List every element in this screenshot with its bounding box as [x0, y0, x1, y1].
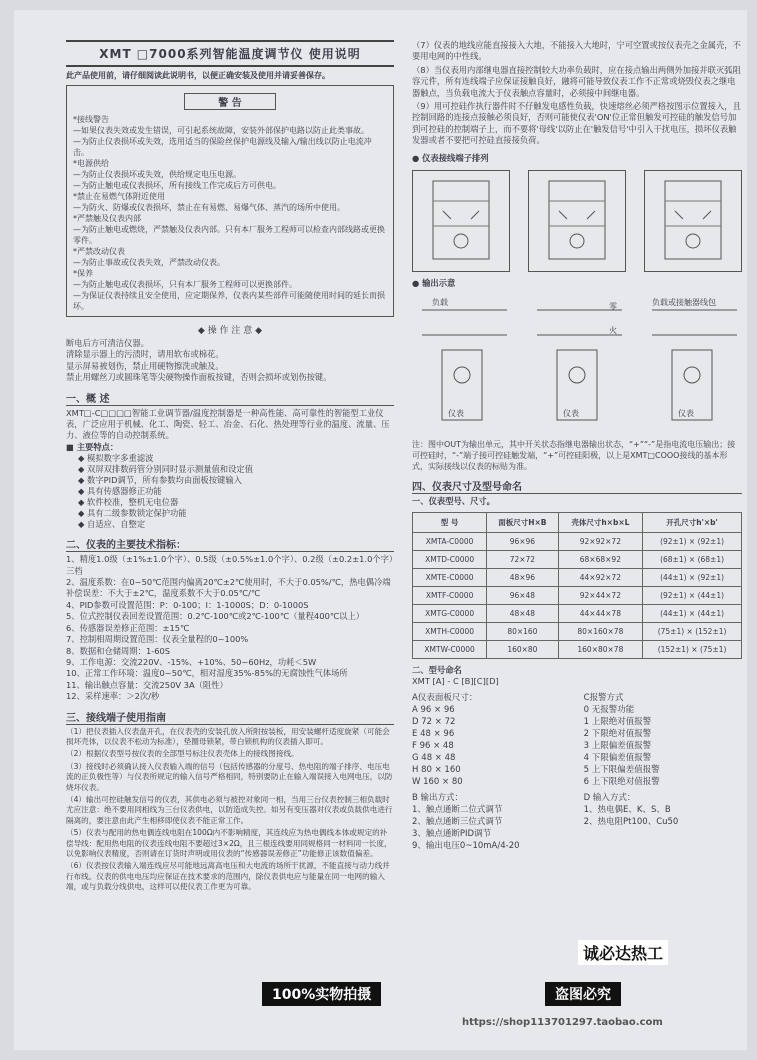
- feature-item: ◆ 模拟数字多重滤波: [78, 453, 394, 464]
- spec-item: 11、输出触点容量：交流250V 3A（阻性）: [66, 679, 228, 690]
- output-load-label-3: 负载或接触器线包: [652, 298, 716, 308]
- panel-size-title: A仪表面板尺寸：: [412, 692, 478, 703]
- table-cell: 44×92×72: [558, 568, 643, 586]
- terminal-diagrams: [412, 170, 742, 272]
- warning-item: *电源供给: [73, 159, 109, 168]
- input-mode-item: 2、热电阻Pt100、Cu50: [583, 816, 679, 827]
- right-column: [412, 40, 742, 852]
- feature-item: ◆ 软件校准，整机无电位器: [78, 497, 394, 508]
- spec-item: 10、正常工作环境：温度0~50℃，相对湿度35%-85%的无腐蚀性气体场所: [66, 668, 348, 679]
- terminal-diagram-2: [528, 170, 626, 272]
- dims-title: 一、仪表型号、尺寸。: [412, 496, 495, 507]
- panel-size-item: D 72 × 72: [412, 716, 456, 727]
- model-table-header: [413, 512, 742, 532]
- input-mode-list: [584, 792, 742, 852]
- panel-size-item: W 160 × 80: [412, 776, 463, 787]
- specs-list: [66, 554, 394, 702]
- terminal-diagram-3: [644, 170, 742, 272]
- manual-sheet: [14, 10, 747, 1050]
- caution-item: 显示屏易被划伤，禁止用硬物擦洗或触及。: [66, 360, 224, 371]
- table-cell: 72×72: [487, 550, 558, 568]
- table-cell: XMTW-C0000: [413, 640, 487, 658]
- panel-size-items: [412, 704, 570, 788]
- alarm-items: [584, 704, 742, 788]
- wiring-item: （2）根据仪表型号按仪表的全部型号标注仪表壳体上的接线图接线。: [66, 749, 299, 759]
- table-cell: 48×48: [487, 604, 558, 622]
- spec-item: 9、工作电源：交流220V、-15%、+10%、50~60Hz，功耗＜5W: [66, 656, 317, 667]
- caution-list: [66, 338, 394, 384]
- spec-item: 2、温度系数：在0~50℃范围内偏离20℃±2℃使用时，不大于0.05%/℃，热电偶冷端补偿误差：不大于±2℃，温度系数不大于0.05℃/℃: [66, 577, 391, 599]
- output-diagram-relay: [527, 295, 627, 435]
- features-title: ■ 主要特点：: [66, 441, 119, 452]
- feature-item: ◆ 自适应、自整定: [78, 519, 394, 530]
- caution-item: 断电后方可清洁仪器。: [66, 338, 149, 348]
- naming-code: XMT [A] - C [B][C][D]: [412, 676, 499, 687]
- intro-note: 此产品使用前，请仔细阅读此说明书，以便正确安装及使用并请妥善保存。: [66, 71, 330, 80]
- wiring-item: （9）用可控硅作执行器件时不仔触发电感性负载，快速熔丝必须严格按图示位置接入，且控制回路的连接点接触必须良好，否则可能使仪表'ON'位正常但触发可控硅的触发信号加到可控硅的控制端子上，而不要将'母线'以防止在'触发信号'中引入干扰电压，损坏仪表触发器或者不要把可控硅直接接负荷。: [412, 101, 741, 146]
- table-cell: XMTG-C0000: [413, 604, 487, 622]
- table-header-cell: 型 号: [413, 512, 487, 532]
- output-mode-items: [412, 804, 570, 852]
- output-mode-item: 1、触点通断二位式调节: [412, 804, 503, 815]
- feature-item: ◆ 具有二级参数锁定保护功能: [78, 508, 394, 519]
- overview-text: XMT□-C□□□□智能工业调节器/温度控制器是一种高性能、高可靠性的智能型工业仪表，广泛应用于机械、化工、陶瓷、轻工、冶金、石化、热处理等行业的温度、流量、压力、液位等的自动控制系统。: [66, 407, 390, 441]
- caution-item: 清除显示器上的污渍时，请用软布或棉花。: [66, 349, 224, 360]
- warning-item: —为防止触电或仪表损坏，只有本厂服务工程师可以更换部件。: [73, 280, 297, 289]
- output-note: 注：图中OUT为输出单元，其中开关状态指继电器输出状态，“+”“-”是指电流电压输出；接可控硅时，“-”端子接可控硅触发端，“+”可控硅阳极，以上是XMT□COOO接线的基本形式，实际接线以仪表的标贴为准。: [412, 440, 736, 472]
- table-cell: XMTF-C0000: [413, 586, 487, 604]
- alarm-item: 4 下限偏差值报警: [583, 752, 652, 763]
- terminal-title: ● 仪表接线端子排列: [412, 152, 489, 163]
- warning-item: —为防止触电或仪表损坏，所有接线工作完成后方可供电。: [73, 181, 281, 190]
- table-cell: 92×92×72: [558, 532, 643, 550]
- table-cell: 80×160×78: [558, 622, 643, 640]
- warning-box: [66, 85, 394, 317]
- section-overview-title: 一、概 述: [66, 390, 394, 406]
- warning-item: —为防止仪表损坏或失效，供给规定电压电源。: [73, 170, 241, 179]
- table-cell: (92±1) × (92±1): [643, 532, 742, 550]
- panel-size-item: H 80 × 160: [412, 764, 461, 775]
- output-meter-label-1: 仪表: [448, 409, 464, 419]
- alarm-item: 6 上下限绝对值报警: [583, 776, 660, 787]
- warning-item: *严禁改动仪表: [73, 247, 125, 256]
- spec-item: 8、数据和仓储周期：1-60S: [66, 645, 171, 656]
- table-cell: 44×44×78: [558, 604, 643, 622]
- panel-size-item: E 48 × 96: [412, 728, 455, 739]
- alarm-title: C报警方式: [583, 692, 624, 703]
- code-grid-bottom: [412, 792, 742, 852]
- warning-item: —如果仪表失效或发生错误，可引起系统故障，安装外部保护电路以防止此类事故。: [73, 126, 369, 135]
- table-cell: 96×48: [487, 586, 558, 604]
- output-meter-label-2: 仪表: [563, 409, 579, 419]
- warning-item: *接线警告: [73, 115, 109, 124]
- panel-size-item: F 96 × 48: [412, 740, 454, 751]
- table-cell: (44±1) × (44±1): [643, 604, 742, 622]
- output-mode-item: 2、触点通断三位式调节: [412, 816, 503, 827]
- table-row: [413, 550, 742, 568]
- table-row: [413, 604, 742, 622]
- wiring-item: （8）当仪表用内部继电器直接控制较大功率负载时，应在接点输出两侧外加接并联灭弧阻容元件，所有连线端子应保证接触良好，融将可能导致仪表工作不正常或烧毁仪表之继电器触点，当负载电流大于仪表触点容量时，必须接中间继电器。: [412, 64, 741, 98]
- panel-size-item: G 48 × 48: [412, 752, 456, 763]
- input-mode-item: 1、热电偶E、K、S、B: [583, 804, 671, 815]
- alarm-item: 2 下限绝对值报警: [583, 728, 652, 739]
- spec-item: 7、控制相周期设置范围：仪表全量程的0~100%: [66, 634, 249, 645]
- warning-item: —为保证仪表持续且安全使用，应定期保养，仪表内某些部件可能随使用时间的延长而损坏。: [73, 291, 385, 311]
- table-cell: 160×80: [487, 640, 558, 658]
- document-title: XMT □7000系列智能温度调节仪 使用说明: [66, 40, 394, 67]
- table-header-cell: 壳体尺寸h×b×L: [558, 512, 643, 532]
- warning-item: *保养: [73, 269, 93, 278]
- table-cell: XMTE-C0000: [413, 568, 487, 586]
- output-meter-label-3: 仪表: [678, 409, 694, 419]
- brand-stamp: 诚必达热工: [578, 940, 668, 965]
- warning-title: 警 告: [184, 93, 276, 110]
- warning-list: [73, 114, 387, 312]
- output-mode-list: [412, 792, 570, 852]
- alarm-list: [584, 692, 742, 788]
- section-dimensions-title: 四、仪表尺寸及型号命名: [412, 478, 742, 494]
- caution-title: ◆ 操 作 注 意 ◆: [197, 326, 263, 336]
- table-header-cell: 面板尺寸H×B: [487, 512, 558, 532]
- spec-item: 6、传感器误差修正范围：±15℃: [66, 622, 190, 633]
- naming-title: 二、型号命名: [412, 664, 462, 675]
- model-table: [412, 512, 742, 659]
- real-photo-stamp: 100%实物拍摄: [262, 982, 381, 1006]
- output-mode-item: 9、输出电压0~10mA/4-20: [412, 840, 520, 851]
- feature-item: ◆ 数字PID调节，所有参数均由面板按键输入: [78, 475, 394, 486]
- shop-url: https://shop113701297.taobao.com: [462, 1017, 663, 1028]
- output-diagram-ssr: [412, 295, 512, 435]
- wiring-item: （7）仪表的地线应能直接接入大地，不能接入大地时，宁可空置或按仪表壳之金属壳，不要用电网的中性线。: [412, 40, 741, 62]
- table-row: [413, 568, 742, 586]
- alarm-item: 0 无报警功能: [583, 704, 635, 715]
- alarm-item: 1 上限绝对值报警: [583, 716, 652, 727]
- output-load-label-1: 负载: [432, 298, 448, 308]
- table-cell: XMTH-C0000: [413, 622, 487, 640]
- model-table-body: [413, 532, 742, 658]
- panel-size-list: [412, 692, 570, 788]
- table-cell: XMTD-C0000: [413, 550, 487, 568]
- left-column: [66, 40, 394, 895]
- table-cell: XMTA-C0000: [413, 532, 487, 550]
- output-l-label: 火: [609, 326, 617, 336]
- table-cell: 80×160: [487, 622, 558, 640]
- table-cell: 96×96: [487, 532, 558, 550]
- spec-item: 12、采样速率：＞2次/秒: [66, 691, 160, 702]
- wiring-list: [66, 727, 394, 893]
- input-mode-title: D 输入方式：: [583, 792, 636, 803]
- table-row: [413, 622, 742, 640]
- table-cell: (152±1) × (75±1): [643, 640, 742, 658]
- terminal-diagram-1: [412, 170, 510, 272]
- wiring-continued: [412, 40, 742, 147]
- input-mode-items: [584, 804, 742, 828]
- wiring-item: （4）输出可控硅触发信号的仪表，其供电必须与被控对象同一相，当用三台仪表控制三相负载时尤应注意：绝不要用同相线为三台仪表供电，以防造成失控。如另有变压器对仪表或负载供电进行隔离的，要注意由此产生相移即使仪表不能正常工作。: [66, 794, 393, 825]
- code-grid-top: [412, 692, 742, 788]
- output-n-label: 零: [609, 302, 617, 312]
- table-cell: (92±1) × (44±1): [643, 586, 742, 604]
- warning-item: —为防止触电或燃烧，严禁触及仪表内部。只有本厂服务工程师可以检查内部线路或更换零件。: [73, 225, 385, 245]
- caution-item: 禁止用螺丝刀或圆珠笔等尖硬物操作面板按键，否则会损坏或划伤按键。: [66, 372, 332, 383]
- copyright-stamp: 盗图必究: [545, 982, 621, 1006]
- features-list: [78, 453, 394, 530]
- table-row: [413, 532, 742, 550]
- warning-item: —为防止仪表损坏或失效，选用适当的保险丝保护电源线及输入/输出线以防止电流冲击。: [73, 137, 372, 157]
- spec-item: 1、精度1.0级（±1%±1.0个字）、0.5级（±0.5%±1.0个字）、0.2级（±0.2±1.0个字）三档: [66, 554, 394, 576]
- feature-item: ◆ 具有传感器修正功能: [78, 486, 394, 497]
- warning-item: —为防火、防爆或仪表损坏，禁止在有易燃、易爆气体、蒸汽的场所中使用。: [73, 203, 345, 212]
- spec-item: 4、PID参数可设置范围：P：0-100；I：1-1000S；D：0-1000S: [66, 599, 309, 610]
- output-title: ● 输出示意: [412, 278, 456, 289]
- feature-item: ◆ 双屏双排数码管分别同时显示测量值和设定值: [78, 464, 394, 475]
- table-header-cell: 开孔尺寸h'×b': [643, 512, 742, 532]
- warning-item: *禁止在易燃气体附近使用: [73, 192, 165, 201]
- wiring-item: （3）接线时必须确认接入仪表输入端的信号（包括传感器的分度号、热电阻的端子排序、电压电流的正负极性等）与仪表所规定的输入信号严格相同，特别要防止在输入端误接入电网电压，以防烧坏仪表。: [66, 761, 393, 792]
- wiring-item: （1）把仪表插入仪表盘开孔，在仪表壳的安装孔放入所附按装板，用安装螺杆适度旋紧（可能会损坏壳体，以仪表不松动为标准），垫圈母锁紧，带白锁机构的仪表插入即可。: [66, 726, 390, 746]
- table-cell: 160×80×78: [558, 640, 643, 658]
- output-diagram-contactor: [642, 295, 742, 435]
- warning-item: —为防止事故或仪表失效，严禁改动仪表。: [73, 258, 225, 267]
- output-diagrams: [412, 295, 742, 435]
- warning-item: *严禁触及仪表内部: [73, 214, 141, 223]
- output-mode-item: 3、触点通断PID调节: [412, 828, 492, 839]
- table-row: [413, 640, 742, 658]
- table-cell: (68±1) × (68±1): [643, 550, 742, 568]
- panel-size-item: A 96 × 96: [412, 704, 455, 715]
- table-cell: (75±1) × (152±1): [643, 622, 742, 640]
- section-specs-title: 二、仪表的主要技术指标：: [66, 536, 394, 552]
- table-cell: 92×44×72: [558, 586, 643, 604]
- table-cell: 48×96: [487, 568, 558, 586]
- spec-item: 5、位式控制仪表回差设置范围：0.2℃-100℃或2℃-100℃（量程400℃以上）: [66, 611, 365, 622]
- wiring-item: （5）仪表与配用的热电偶连线电阻在100Ω内不影响精度，其连线应为热电偶线本体或规定的补偿导线：配用热电阻的仪表连线电阻不要超过3×2Ω，且三根连线要用同规格同一材料同一长度，以免影响仪表精度，否则请在订货时声明或用仪表的“传感器误差修正”功能修正该数值偏差。: [66, 828, 392, 858]
- table-cell: 68×68×92: [558, 550, 643, 568]
- alarm-item: 5 上下限偏差值报警: [583, 764, 660, 775]
- alarm-item: 3 上限偏差值报警: [583, 740, 652, 751]
- wiring-item: （6）仪表按仪表输入端连线应尽可能地远离高电压和大电流的场所干扰源，不能直接与动力线并行布线。仪表的供电电压均应保证在技术要求的范围内，除仪表供电应与能量在同一电网的输入端，或与负载分线供电，这样可以使仪表工作更为可靠。: [66, 861, 390, 892]
- output-mode-title: B 输出方式：: [412, 792, 464, 803]
- section-wiring-title: 三、接线端子使用指南: [66, 709, 394, 725]
- table-cell: (44±1) × (92±1): [643, 568, 742, 586]
- table-row: [413, 586, 742, 604]
